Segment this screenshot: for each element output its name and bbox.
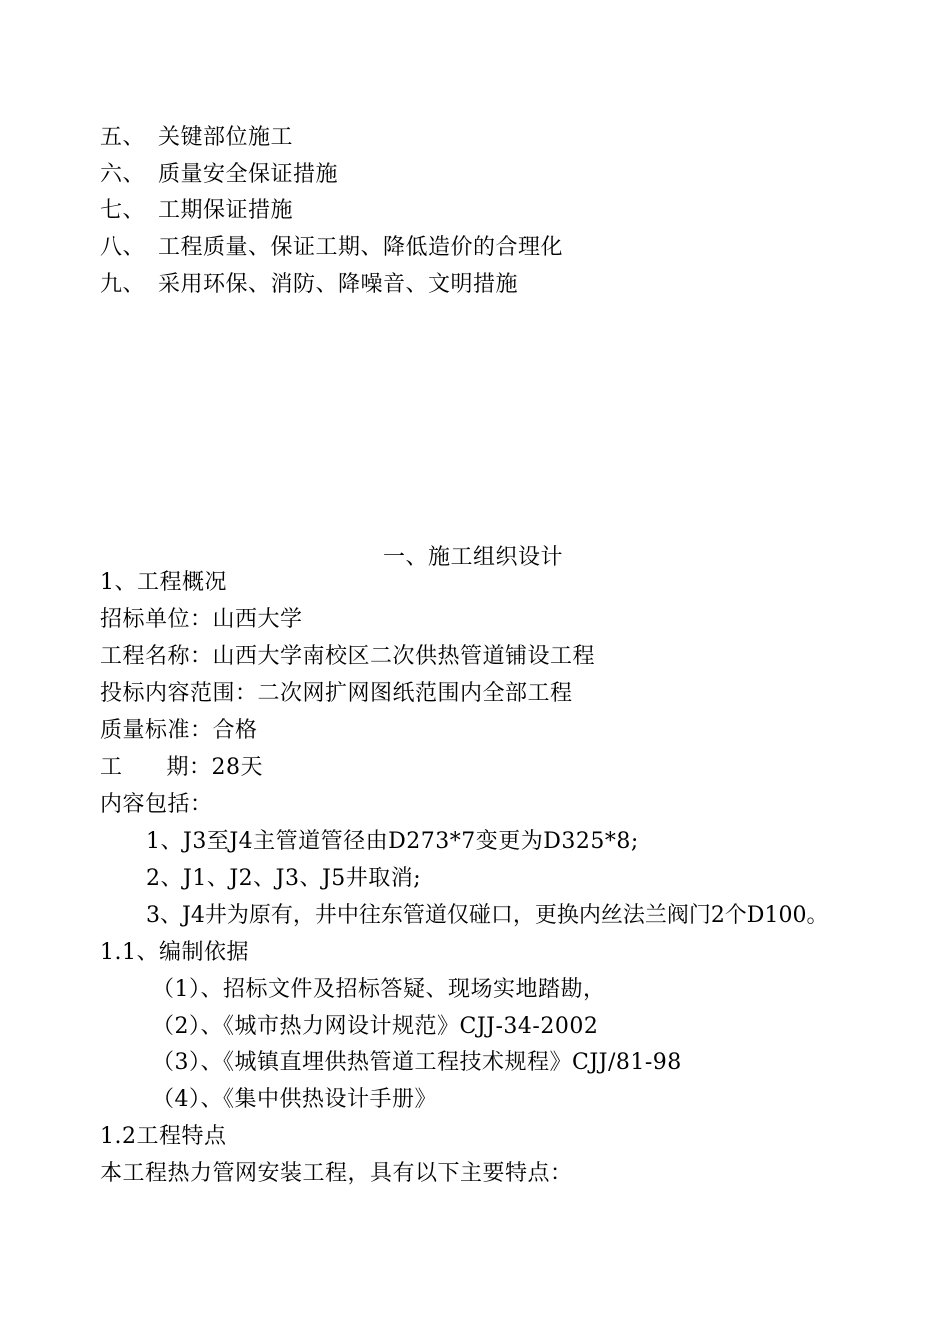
basis-item: （1）、招标文件及招标答疑、现场实地踏勘， bbox=[152, 977, 606, 1002]
toc-number: 七、 bbox=[100, 198, 146, 223]
bidder-line: 招标单位：山西大学 bbox=[100, 607, 303, 632]
features-heading: 1.2工程特点 bbox=[100, 1124, 227, 1149]
toc-text: 工期保证措施 bbox=[158, 198, 294, 223]
contents-item: 1、J3至J4主管道管径由D273*7变更为D325*8; bbox=[146, 829, 639, 854]
period-label-start: 工 bbox=[100, 755, 123, 780]
contents-item: 2、J1、J2、J3、J5井取消; bbox=[146, 866, 422, 891]
basis-item: （3）、《城镇直埋供热管道工程技术规程》CJJ/81-98 bbox=[152, 1050, 682, 1075]
toc-item bbox=[100, 270, 518, 300]
scope-line: 投标内容范围：二次网扩网图纸范围内全部工程 bbox=[100, 681, 573, 706]
quality-line: 质量标准：合格 bbox=[100, 718, 258, 743]
toc-number: 五、 bbox=[100, 125, 146, 150]
toc-text: 采用环保、消防、降噪音、文明措施 bbox=[158, 272, 519, 297]
toc-item bbox=[100, 233, 563, 263]
toc-number: 六、 bbox=[100, 162, 146, 187]
toc-item bbox=[100, 123, 293, 153]
features-intro: 本工程热力管网安装工程，具有以下主要特点： bbox=[100, 1161, 573, 1186]
toc-item bbox=[100, 160, 338, 190]
section-title: 一、施工组织设计 bbox=[383, 545, 564, 570]
contents-item: 3、J4井为原有，井中往东管道仅碰口，更换内丝法兰阀门2个D100。 bbox=[146, 903, 829, 928]
toc-item bbox=[100, 196, 293, 226]
project-name-line: 工程名称：山西大学南校区二次供热管道铺设工程 bbox=[100, 644, 596, 669]
toc-text: 质量安全保证措施 bbox=[158, 162, 339, 187]
overview-heading: 1、工程概况 bbox=[100, 570, 227, 595]
toc-number: 九、 bbox=[100, 272, 146, 297]
toc-text: 工程质量、保证工期、降低造价的合理化 bbox=[158, 235, 564, 260]
toc-text: 关键部位施工 bbox=[158, 125, 294, 150]
basis-item: （4）、《集中供热设计手册》 bbox=[152, 1087, 437, 1112]
toc-number: 八、 bbox=[100, 235, 146, 260]
period-label-end: 期：28天 bbox=[166, 755, 264, 780]
contents-label: 内容包括： bbox=[100, 792, 213, 817]
basis-item: （2）、《城市热力网设计规范》CJJ-34-2002 bbox=[152, 1014, 599, 1039]
period-line bbox=[100, 753, 263, 783]
basis-heading: 1.1、编制依据 bbox=[100, 940, 249, 965]
